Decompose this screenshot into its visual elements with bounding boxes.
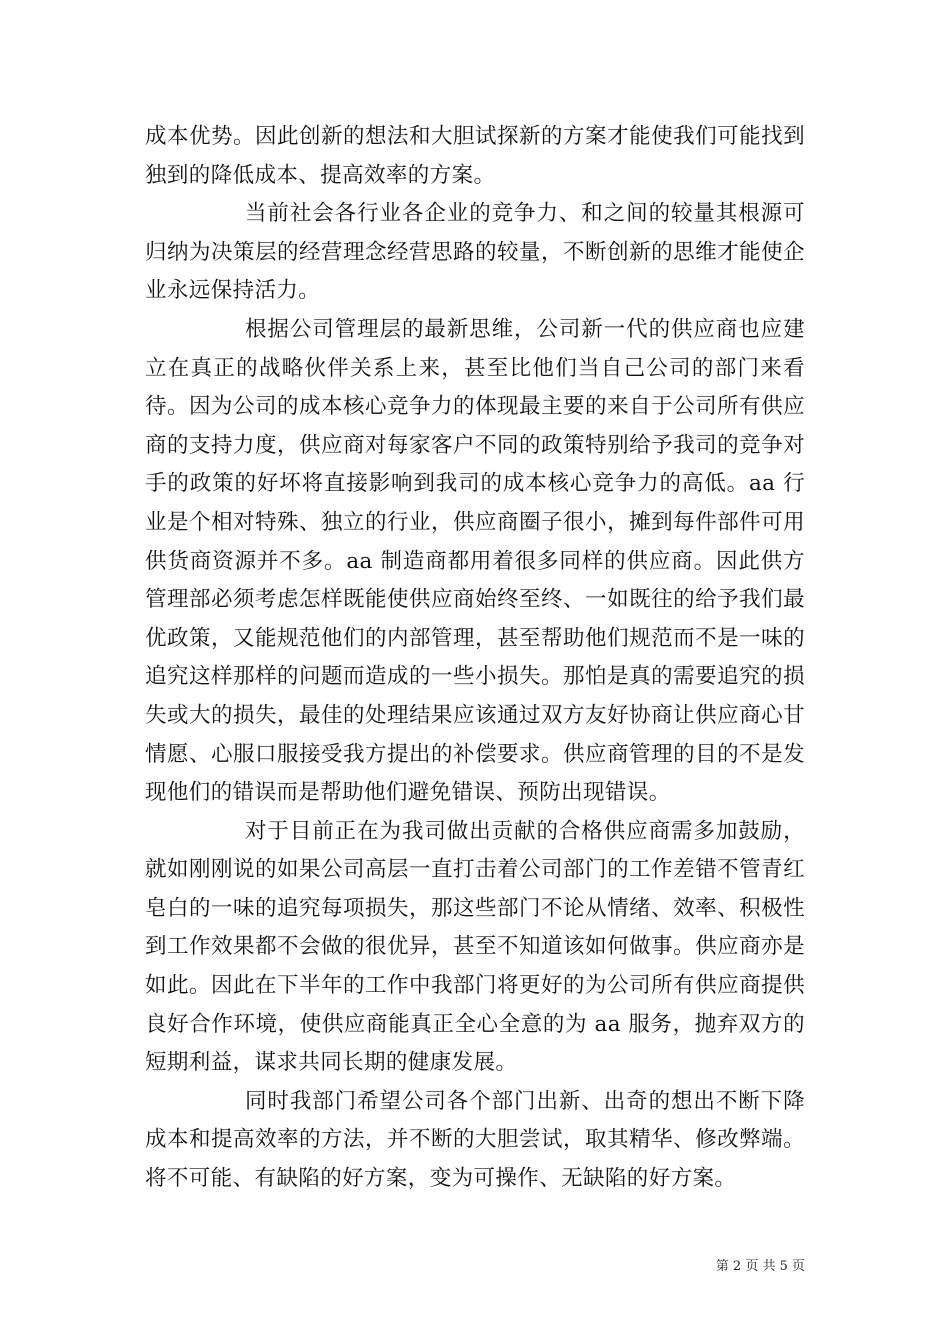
paragraph-3: 根据公司管理层的最新思维，公司新一代的供应商也应建立在真正的战略伙伴关系上来，甚至比他们当自己公司的部门来看待。因为公司的成本核心竞争力的体现最主要的来自于公司所有供应商的支持力度，供应商对每家客户不同的政策特别给予我司的竞争对手的政策的好坏将直接影响到我司的成本核心竞争力的高低。aa 行业是个相对特殊、独立的行业，供应商圈子很小，摊到每件部件可用供货商资源并不多。aa 制造商都用着很多同样的供应商。因此供方管理部必须考虑怎样既能使供应商始终至终、一如既往的给予我们最优政策，又能规范他们的内部管理，甚至帮助他们规范而不是一味的追究这样那样的问题而造成的一些小损失。那怕是真的需要追究的损失或大的损失，最佳的处理结果应该通过双方友好协商让供应商心甘情愿、心服口服接受我方提出的补偿要求。供应商管理的目的不是发现他们的错误而是帮助他们避免错误、预防出现错误。 [145, 316, 805, 806]
document-body [145, 118, 805, 1199]
paragraph-4: 对于目前正在为我司做出贡献的合格供应商需多加鼓励，就如刚刚说的如果公司高层一直打击着公司部门的工作差错不管青红皂白的一味的追究每项损失，那这些部门不论从情绪、效率、积极性到工作效果都不会做的很优异，甚至不知道该如何做事。供应商亦是如此。因此在下半年的工作中我部门将更好的为公司所有供应商提供良好合作环境，使供应商能真正全心全意的为 aa 服务，抛弃双方的短期利益，谋求共同长期的健康发展。 [145, 818, 805, 1076]
paragraph-1: 成本优势。因此创新的想法和大胆试探新的方案才能使我们可能找到独到的降低成本、提高效率的方案。 [145, 124, 805, 188]
paragraph-5: 同时我部门希望公司各个部门出新、出奇的想出不断下降成本和提高效率的方法，并不断的大胆尝试，取其精华、修改弊端。将不可能、有缺陷的好方案，变为可操作、无缺陷的好方案。 [145, 1088, 805, 1192]
paragraph-2: 当前社会各行业各企业的竞争力、和之间的较量其根源可归纳为决策层的经营理念经营思路的较量，不断创新的思维才能使企业永远保持活力。 [145, 201, 805, 304]
page-number-footer: 第 2 页 共 5 页 [715, 1259, 805, 1274]
